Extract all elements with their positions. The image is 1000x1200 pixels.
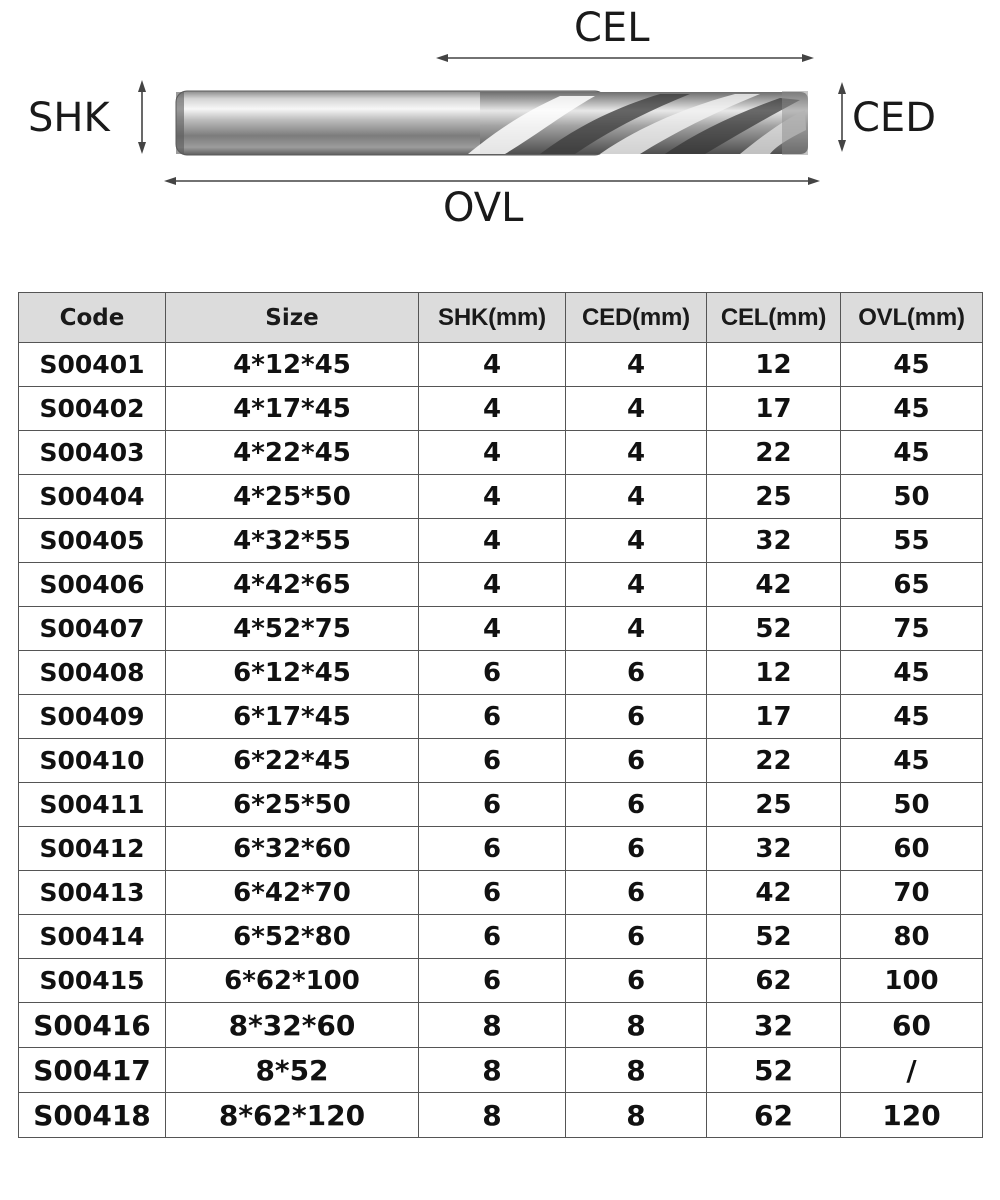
size-cell: 8*52: [166, 1048, 419, 1093]
ovl-cell: 45: [841, 387, 983, 431]
cel-cell: 22: [707, 739, 841, 783]
ovl-cell: 55: [841, 519, 983, 563]
ced-cell: 8: [566, 1003, 707, 1048]
shk-cell: 6: [419, 695, 566, 739]
ovl-cell: 70: [841, 871, 983, 915]
table-row: [19, 387, 983, 431]
ced-cell: 6: [566, 871, 707, 915]
ced-cell: 4: [566, 343, 707, 387]
table-row: [19, 1003, 983, 1048]
ced-cell: 6: [566, 651, 707, 695]
ced-cell: 8: [566, 1048, 707, 1093]
cel-dimension-arrow: [436, 54, 814, 62]
ovl-cell: 45: [841, 739, 983, 783]
code-cell: S00405: [19, 519, 166, 563]
header-ovl: OVL(mm): [841, 293, 983, 343]
code-cell: S00418: [19, 1093, 166, 1138]
header-cel: CEL(mm): [707, 293, 841, 343]
table-row: [19, 871, 983, 915]
ced-cell: 6: [566, 783, 707, 827]
code-cell: S00409: [19, 695, 166, 739]
table-row: [19, 563, 983, 607]
ovl-cell: 75: [841, 607, 983, 651]
cel-cell: 25: [707, 783, 841, 827]
code-cell: S00416: [19, 1003, 166, 1048]
table-row: [19, 827, 983, 871]
table-row: [19, 915, 983, 959]
size-cell: 8*32*60: [166, 1003, 419, 1048]
shk-label: SHK: [28, 95, 110, 141]
header-shk: SHK(mm): [419, 293, 566, 343]
shk-cell: 6: [419, 783, 566, 827]
cel-cell: 52: [707, 607, 841, 651]
table-header-row: [19, 293, 983, 343]
table-body: [19, 343, 983, 1138]
cel-cell: 42: [707, 563, 841, 607]
code-cell: S00402: [19, 387, 166, 431]
ovl-cell: 45: [841, 431, 983, 475]
cel-cell: 52: [707, 1048, 841, 1093]
size-cell: 6*52*80: [166, 915, 419, 959]
code-cell: S00411: [19, 783, 166, 827]
ovl-cell: /: [841, 1048, 983, 1093]
ced-cell: 6: [566, 915, 707, 959]
ovl-cell: 120: [841, 1093, 983, 1138]
shk-dimension-arrow: [138, 80, 146, 154]
cel-cell: 12: [707, 343, 841, 387]
cel-cell: 22: [707, 431, 841, 475]
header-size: Size: [166, 293, 419, 343]
shk-cell: 8: [419, 1093, 566, 1138]
ced-cell: 4: [566, 519, 707, 563]
end-mill-diagram: [0, 0, 1000, 270]
ced-cell: 6: [566, 739, 707, 783]
spec-table: [18, 292, 983, 1138]
ced-cell: 4: [566, 563, 707, 607]
ovl-cell: 80: [841, 915, 983, 959]
ovl-cell: 65: [841, 563, 983, 607]
cel-cell: 32: [707, 827, 841, 871]
ced-cell: 4: [566, 607, 707, 651]
shk-cell: 6: [419, 651, 566, 695]
cel-cell: 12: [707, 651, 841, 695]
cel-cell: 32: [707, 519, 841, 563]
cel-cell: 42: [707, 871, 841, 915]
size-cell: 4*42*65: [166, 563, 419, 607]
ovl-cell: 60: [841, 1003, 983, 1048]
code-cell: S00410: [19, 739, 166, 783]
ced-cell: 6: [566, 959, 707, 1003]
shk-cell: 6: [419, 915, 566, 959]
table-row: [19, 519, 983, 563]
size-cell: 4*52*75: [166, 607, 419, 651]
code-cell: S00404: [19, 475, 166, 519]
ced-cell: 4: [566, 475, 707, 519]
ovl-cell: 60: [841, 827, 983, 871]
ced-label: CED: [852, 95, 937, 141]
size-cell: 6*32*60: [166, 827, 419, 871]
ovl-dimension-arrow: [164, 177, 820, 185]
ovl-cell: 50: [841, 475, 983, 519]
code-cell: S00403: [19, 431, 166, 475]
code-cell: S00406: [19, 563, 166, 607]
cel-cell: 17: [707, 695, 841, 739]
code-cell: S00408: [19, 651, 166, 695]
shk-cell: 8: [419, 1048, 566, 1093]
size-cell: 4*32*55: [166, 519, 419, 563]
table-row: [19, 1093, 983, 1138]
size-cell: 6*25*50: [166, 783, 419, 827]
code-cell: S00401: [19, 343, 166, 387]
ovl-cell: 45: [841, 343, 983, 387]
header-ced: CED(mm): [566, 293, 707, 343]
ovl-label: OVL: [443, 185, 524, 231]
code-cell: S00417: [19, 1048, 166, 1093]
end-mill-tool: [176, 91, 808, 155]
code-cell: S00415: [19, 959, 166, 1003]
ced-cell: 4: [566, 431, 707, 475]
header-code: Code: [19, 293, 166, 343]
shk-cell: 6: [419, 959, 566, 1003]
ced-cell: 6: [566, 695, 707, 739]
table-row: [19, 651, 983, 695]
size-cell: 6*62*100: [166, 959, 419, 1003]
size-cell: 6*42*70: [166, 871, 419, 915]
shk-cell: 4: [419, 343, 566, 387]
cel-cell: 17: [707, 387, 841, 431]
ovl-cell: 45: [841, 695, 983, 739]
cel-label: CEL: [574, 5, 650, 51]
table-row: [19, 739, 983, 783]
ovl-cell: 45: [841, 651, 983, 695]
shk-cell: 6: [419, 827, 566, 871]
size-cell: 6*17*45: [166, 695, 419, 739]
code-cell: S00414: [19, 915, 166, 959]
shk-cell: 4: [419, 475, 566, 519]
shk-cell: 4: [419, 519, 566, 563]
ced-cell: 4: [566, 387, 707, 431]
size-cell: 6*12*45: [166, 651, 419, 695]
shk-cell: 4: [419, 431, 566, 475]
size-cell: 4*12*45: [166, 343, 419, 387]
code-cell: S00412: [19, 827, 166, 871]
size-cell: 6*22*45: [166, 739, 419, 783]
code-cell: S00407: [19, 607, 166, 651]
table-row: [19, 343, 983, 387]
table-row: [19, 783, 983, 827]
ced-cell: 8: [566, 1093, 707, 1138]
ovl-cell: 50: [841, 783, 983, 827]
cel-cell: 62: [707, 1093, 841, 1138]
shk-cell: 8: [419, 1003, 566, 1048]
cel-cell: 25: [707, 475, 841, 519]
shk-cell: 6: [419, 739, 566, 783]
table-row: [19, 607, 983, 651]
table-row: [19, 431, 983, 475]
cel-cell: 32: [707, 1003, 841, 1048]
table-row: [19, 1048, 983, 1093]
size-cell: 4*22*45: [166, 431, 419, 475]
table-row: [19, 475, 983, 519]
code-cell: S00413: [19, 871, 166, 915]
size-cell: 4*17*45: [166, 387, 419, 431]
shk-cell: 6: [419, 871, 566, 915]
ovl-cell: 100: [841, 959, 983, 1003]
cel-cell: 62: [707, 959, 841, 1003]
size-cell: 8*62*120: [166, 1093, 419, 1138]
ced-cell: 6: [566, 827, 707, 871]
cel-cell: 52: [707, 915, 841, 959]
shk-cell: 4: [419, 387, 566, 431]
shk-cell: 4: [419, 563, 566, 607]
table-row: [19, 959, 983, 1003]
ced-dimension-arrow: [838, 82, 846, 152]
size-cell: 4*25*50: [166, 475, 419, 519]
shk-cell: 4: [419, 607, 566, 651]
table-row: [19, 695, 983, 739]
